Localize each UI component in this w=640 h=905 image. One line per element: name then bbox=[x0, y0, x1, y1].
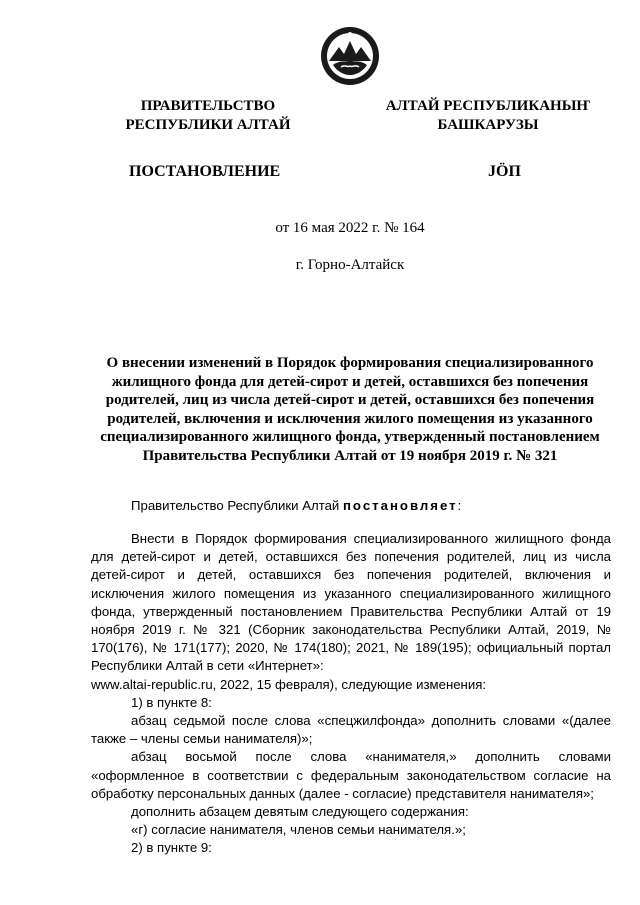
title-line: родителей, включения и исключения жилого помещения из указанного bbox=[107, 410, 593, 427]
document-type-altai: JӦП bbox=[488, 163, 521, 180]
government-name-line: ПРАВИТЕЛЬСТВО bbox=[140, 98, 276, 114]
document-body bbox=[91, 530, 611, 858]
resolves-suffix: : bbox=[457, 498, 462, 513]
title-line: Правительства Республики Алтай от 19 ноября 2019 г. № 321 bbox=[142, 447, 558, 464]
government-name-altai bbox=[378, 97, 598, 135]
list-item: абзац седьмой после слова «спецжилфонда» дополнить словами «(далее также – члены семьи нанимателя)»; bbox=[91, 713, 611, 747]
resolving-clause bbox=[91, 497, 640, 515]
government-name-line: АЛТАЙ РЕСПУБЛИКАНЫҤ bbox=[385, 98, 591, 114]
paragraph-amendment-intro-tail: www.altai-republic.ru, 2022, 15 февраля), следующие изменения: bbox=[91, 676, 487, 692]
government-name-line: РЕСПУБЛИКИ АЛТАЙ bbox=[125, 117, 291, 133]
list-item: 1) в пункте 8: bbox=[131, 694, 212, 710]
paragraph-amendment-intro: Внести в Порядок формирования специализированного жилищного фонда для детей-сирот и детей, оставшихся без попечения родителей, лиц из числа детей-сирот и детей, оставшихся без попечения родителей, включения и исключения жилого помещения из указанного специализированного жилищного фонда, утвержденный постановлением Правительства Республики Алтай от 19 ноября 2019 г. № 321 (Сборник законодательства Республики Алтай, 2019, № 170(176), № 171(177); 2020, № 174(180); 2021, № 189(195); официальный портал Республики Алтай в сети «Интернет»: bbox=[91, 531, 611, 674]
date-and-number: от 16 мая 2022 г. № 164 bbox=[275, 220, 425, 236]
list-item: абзац восьмой после слова «нанимателя,» дополнить словами «оформленное в соответствии с федеральным законодательством согласие на обработку персональных данных (далее - согласие) представителя нанимателя»; bbox=[91, 749, 611, 801]
government-name-russian bbox=[108, 97, 308, 135]
list-item: дополнить абзацем девятым следующего содержания: bbox=[131, 804, 469, 820]
resolves-prefix: Правительство Республики Алтай bbox=[131, 498, 340, 513]
list-item: 2) в пункте 9: bbox=[131, 840, 212, 856]
title-line: О внесении изменений в Порядок формирования специализированного bbox=[106, 355, 594, 371]
resolves-word: постановляет bbox=[342, 498, 458, 513]
altai-republic-emblem-icon bbox=[319, 25, 381, 87]
title-line: родителей, лиц из числа детей-сирот и детей, оставшихся без попечения bbox=[105, 392, 595, 408]
document-type-russian: ПОСТАНОВЛЕНИЕ bbox=[129, 163, 281, 180]
list-item: «г) согласие нанимателя, членов семьи нанимателя.»; bbox=[131, 822, 466, 838]
document-title bbox=[90, 354, 610, 465]
government-name-line: БАШКАРУЗЫ bbox=[437, 117, 539, 133]
city-name: г. Горно-Алтайск bbox=[295, 257, 405, 273]
title-line: специализированного жилищного фонда, утвержденный постановлением bbox=[100, 429, 600, 445]
title-line: жилищного фонда для детей-сирот и детей, оставшихся без попечения bbox=[111, 373, 589, 390]
